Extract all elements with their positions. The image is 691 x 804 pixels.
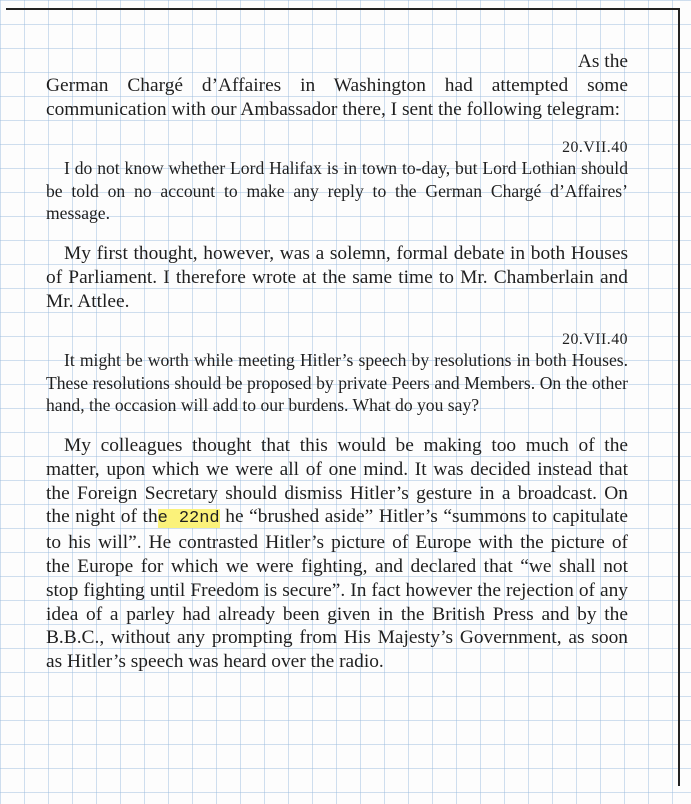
paragraph-broadcast-start: My colleagues thought that this would be making too much of the matter, upon which we were all of one mind. It was decided instead that the Foreign Secretary should dismiss Hitler’s gesture in a broadcast. On the night of th (46, 435, 628, 528)
highlighted-date-mark: e 22nd (157, 509, 220, 529)
telegram-date-1: 20.VII.40 (562, 139, 628, 157)
telegram-quote-2: It might be worth while meeting Hitler’s speech by resolutions in both Houses. These resolutions should be proposed by private Peers and Members. On the other hand, the occasion will add to our burdens. What do you say? (46, 350, 628, 415)
paragraph-lead-words: As the (577, 51, 628, 72)
telegram-quote-1: I do not know whether Lord Halifax is in town to-day, but Lord Lothian should be told on no account to make any reply to the German Chargé d’Affaires’ message. (46, 158, 628, 223)
paragraph-broadcast (46, 434, 628, 674)
document-text (46, 50, 628, 674)
paragraph-intro-text: German Chargé d’Affaires in Washington had attempted some communication with our Ambassador there, I sent the following telegram: (46, 74, 628, 120)
paragraph-telegram-intro (46, 50, 628, 121)
paragraph-debate: My first thought, however, was a solemn, formal debate in both Houses of Parliament. I therefore wrote at the same time to Mr. Chamberlain and Mr. Attlee. (46, 243, 628, 312)
paragraph-broadcast-end: he “brushed aside” Hitler’s “summons to capitulate to his will”. He contrasted Hitler’s picture of Europe with the picture of the Europe for which we were fighting, and declared that “we shall not stop fighting until Freedom is secure”. In fact however the rejection of any idea of a parley had already been given in the British Press and by the B.B.C., without any prompting from His Majesty’s Government, as soon as Hitler’s speech was heard over the radio. (46, 506, 629, 673)
telegram-date-2: 20.VII.40 (562, 331, 628, 349)
